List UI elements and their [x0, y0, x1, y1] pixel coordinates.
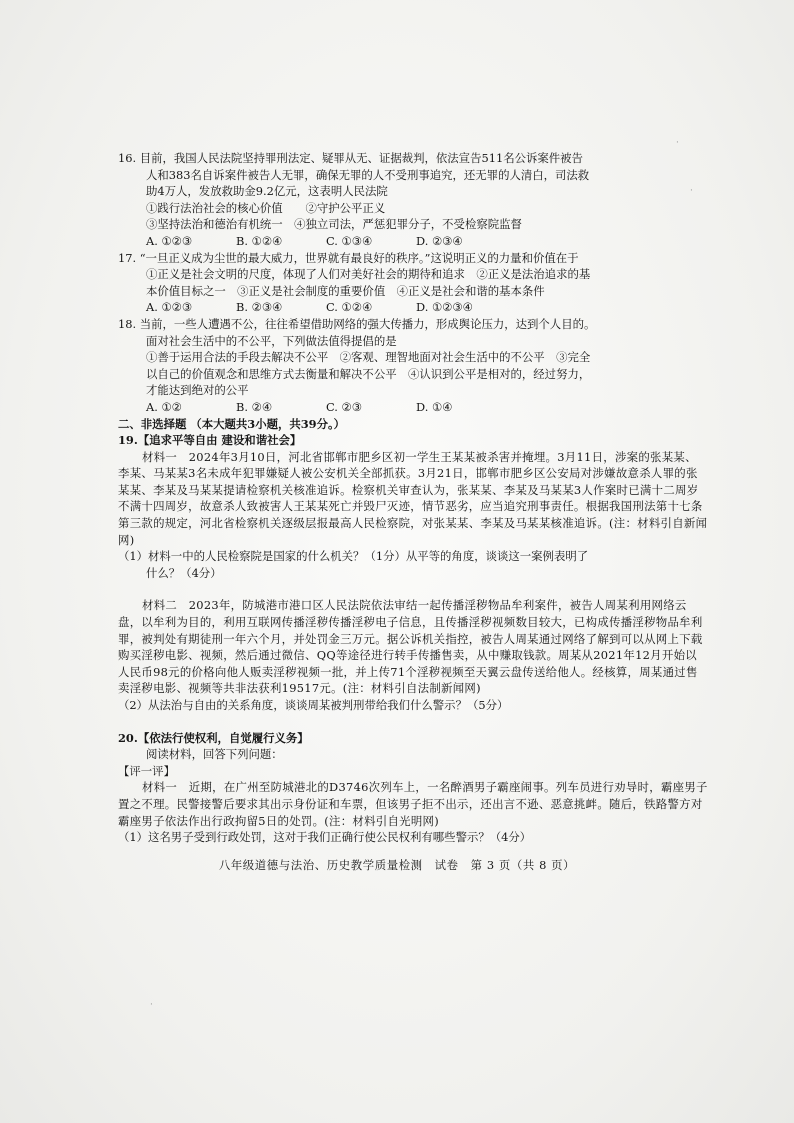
- page-footer: 八年级道德与法治、历史教学质量检测 试卷 第 3 页（共 8 页）: [218, 858, 576, 872]
- answer-space: [118, 714, 708, 730]
- option-c: C. ①③④: [326, 233, 373, 248]
- question-16: [118, 150, 708, 250]
- question-20-title: 20.【依法行使权利，自觉履行义务】: [118, 730, 309, 745]
- question-17-stem-line: ①正义是社会文明的尺度，体现了人们对美好社会的期待和追求 ②正义是法治追求的基: [146, 267, 591, 282]
- option-d: D. ①②③④: [416, 300, 473, 315]
- question-19-subquestion-1-cont: 什么？（4分）: [146, 565, 222, 580]
- option-d: D. ①④: [416, 399, 453, 414]
- scan-speck: ·: [690, 186, 693, 196]
- option-a: A. ①②③: [146, 233, 193, 248]
- question-18-stem-line: 以自己的价值观念和思维方式去衡量和解决不公平 ④认识到公平是相对的，经过努力，: [146, 366, 591, 381]
- option-d: D. ②③④: [416, 233, 463, 248]
- option-a: A. ①②③: [146, 300, 193, 315]
- question-18: [118, 316, 708, 416]
- question-16-item: ①践行法治社会的核心价值 ②守护公平正义: [146, 200, 386, 215]
- question-16-options: [118, 233, 708, 250]
- option-c: C. ②③: [326, 399, 362, 414]
- question-20-subsection: 【评一评】: [118, 763, 175, 778]
- question-17-stem-line: 17. “一旦正义成为尘世的最大威力，世界就有最良好的秩序。”这说明正义的力量和价值在于: [118, 250, 579, 265]
- question-19: [118, 432, 708, 730]
- section-heading: 二、非选择题 （本大题共3小题，共39分。）: [118, 416, 346, 431]
- answer-space: [118, 581, 708, 597]
- option-b: B. ②④: [236, 399, 273, 414]
- page-content: [118, 150, 708, 846]
- question-20-material-1: 材料一 近期，在广州至防城港北的D3746次列车上，一名醉酒男子霸座闹事。列车员进行劝导时，霸座男子置之不理。民警接警后要求其出示身份证和车票，但该男子拒不出示，还出言不逊、恶意挑衅。随后，铁路警方对霸座男子依法作出行政拘留5日的处罚。(注：材料引自光明网): [118, 780, 708, 828]
- option-b: B. ①②④: [236, 233, 283, 248]
- option-b: B. ②③④: [236, 300, 283, 315]
- scan-speck: ·: [676, 138, 679, 148]
- question-19-subquestion-2: （2）从法治与自由的关系角度，谈谈周某被判刑带给我们什么警示？（5分）: [118, 698, 509, 712]
- question-16-stem-line: 人和383名自诉案件被告人无罪，确保无罪的人不受刑事追究，还无罪的人清白，司法救: [146, 167, 590, 182]
- scan-speck: ·: [150, 1000, 153, 1010]
- option-a: A. ①②: [146, 399, 182, 414]
- question-18-stem-line: 18. 当前，一些人遭遇不公，往往希望借助网络的强大传播力，形成舆论压力，达到个人目的。: [118, 316, 596, 331]
- question-18-stem-line: ①善于运用合法的手段去解决不公平 ②客观、理智地面对社会生活中的不公平 ③完全: [146, 350, 591, 365]
- question-18-options: [118, 399, 708, 416]
- question-19-material-1: 材料一 2024年3月10日，河北省邯郸市肥乡区初一学生王某某被杀害并掩埋。3月11日，涉案的张某某、李某、马某某3名未成年犯罪嫌疑人被公安机关全部抓获。3月21日，邯郸市肥乡区公安局对涉嫌故意杀人罪的张某某、李某及马某某提请检察机关核准追诉。检察机关审查认为，张某某、李某及马某某3人作案时已满十二周岁不满十四周岁，故意杀人致被害人王某某死亡并毁尸灭迹，情节恶劣，应当追究刑事责任。根据我国刑法第十七条第三款的规定，河北省检察机关逐级层报最高人民检察院，对张某某、李某及马某某核准追诉。(注：材料引自新闻网): [118, 449, 708, 547]
- question-17: [118, 250, 708, 316]
- question-17-options: [118, 299, 708, 316]
- question-20-subquestion-1: （1）这名男子受到行政处罚，这对于我们正确行使公民权利有哪些警示？（4分）: [118, 830, 532, 845]
- question-19-material-2: 材料二 2023年，防城港市港口区人民法院依法审结一起传播淫秽物品牟利案件，被告人周某利用网络云盘，以牟利为目的，利用互联网传播淫秽传播淫秽电子信息，且传播淫秽视频数目较大，已构成传播淫秽物品牟利罪，被判处有期徒刑一年六个月，并处罚金三万元。据公诉机关指控，被告人周某通过网络了解到可以从网上下载购买淫秽电影、视频，然后通过微信、QQ等途径进行转手传播售卖，从中赚取钱款。周某从2021年12月开始以人民币98元的价格向他人贩卖淫秽视频一批，并上传71个淫秽视频至天翼云盘传送给他人。经核算，周某通过售卖淫秽电影、视频等共非法获利19517元。(注：材料引自法制新闻网): [118, 598, 703, 696]
- question-18-stem-line: 才能达到绝对的公平: [146, 383, 249, 398]
- question-16-stem-line: 16. 目前，我国人民法院坚持罪刑法定、疑罪从无、证据裁判，依法宣告511名公诉案件被告: [118, 151, 583, 165]
- question-20: [118, 730, 708, 846]
- question-18-stem-line: 面对社会生活中的不公平，下列做法值得提倡的是: [146, 333, 397, 348]
- question-16-stem-line: 助4万人，发放救助金9.2亿元，这表明人民法院: [146, 184, 388, 199]
- question-20-intro: 阅读材料，回答下列问题：: [146, 747, 283, 762]
- question-19-subquestion-1: （1）材料一中的人民检察院是国家的什么机关？（1分）从平等的角度，谈谈这一案例表明了: [118, 549, 589, 564]
- question-17-stem-line: 本价值目标之一 ③正义是社会制度的重要价值 ④正义是社会和谐的基本条件: [146, 283, 545, 298]
- question-19-title: 19.【追求平等自由 建设和谐社会】: [118, 433, 302, 448]
- option-c: C. ①②④: [326, 300, 373, 315]
- question-16-item: ③坚持法治和德治有机统一 ④独立司法，严惩犯罪分子，不受检察院监督: [146, 217, 522, 232]
